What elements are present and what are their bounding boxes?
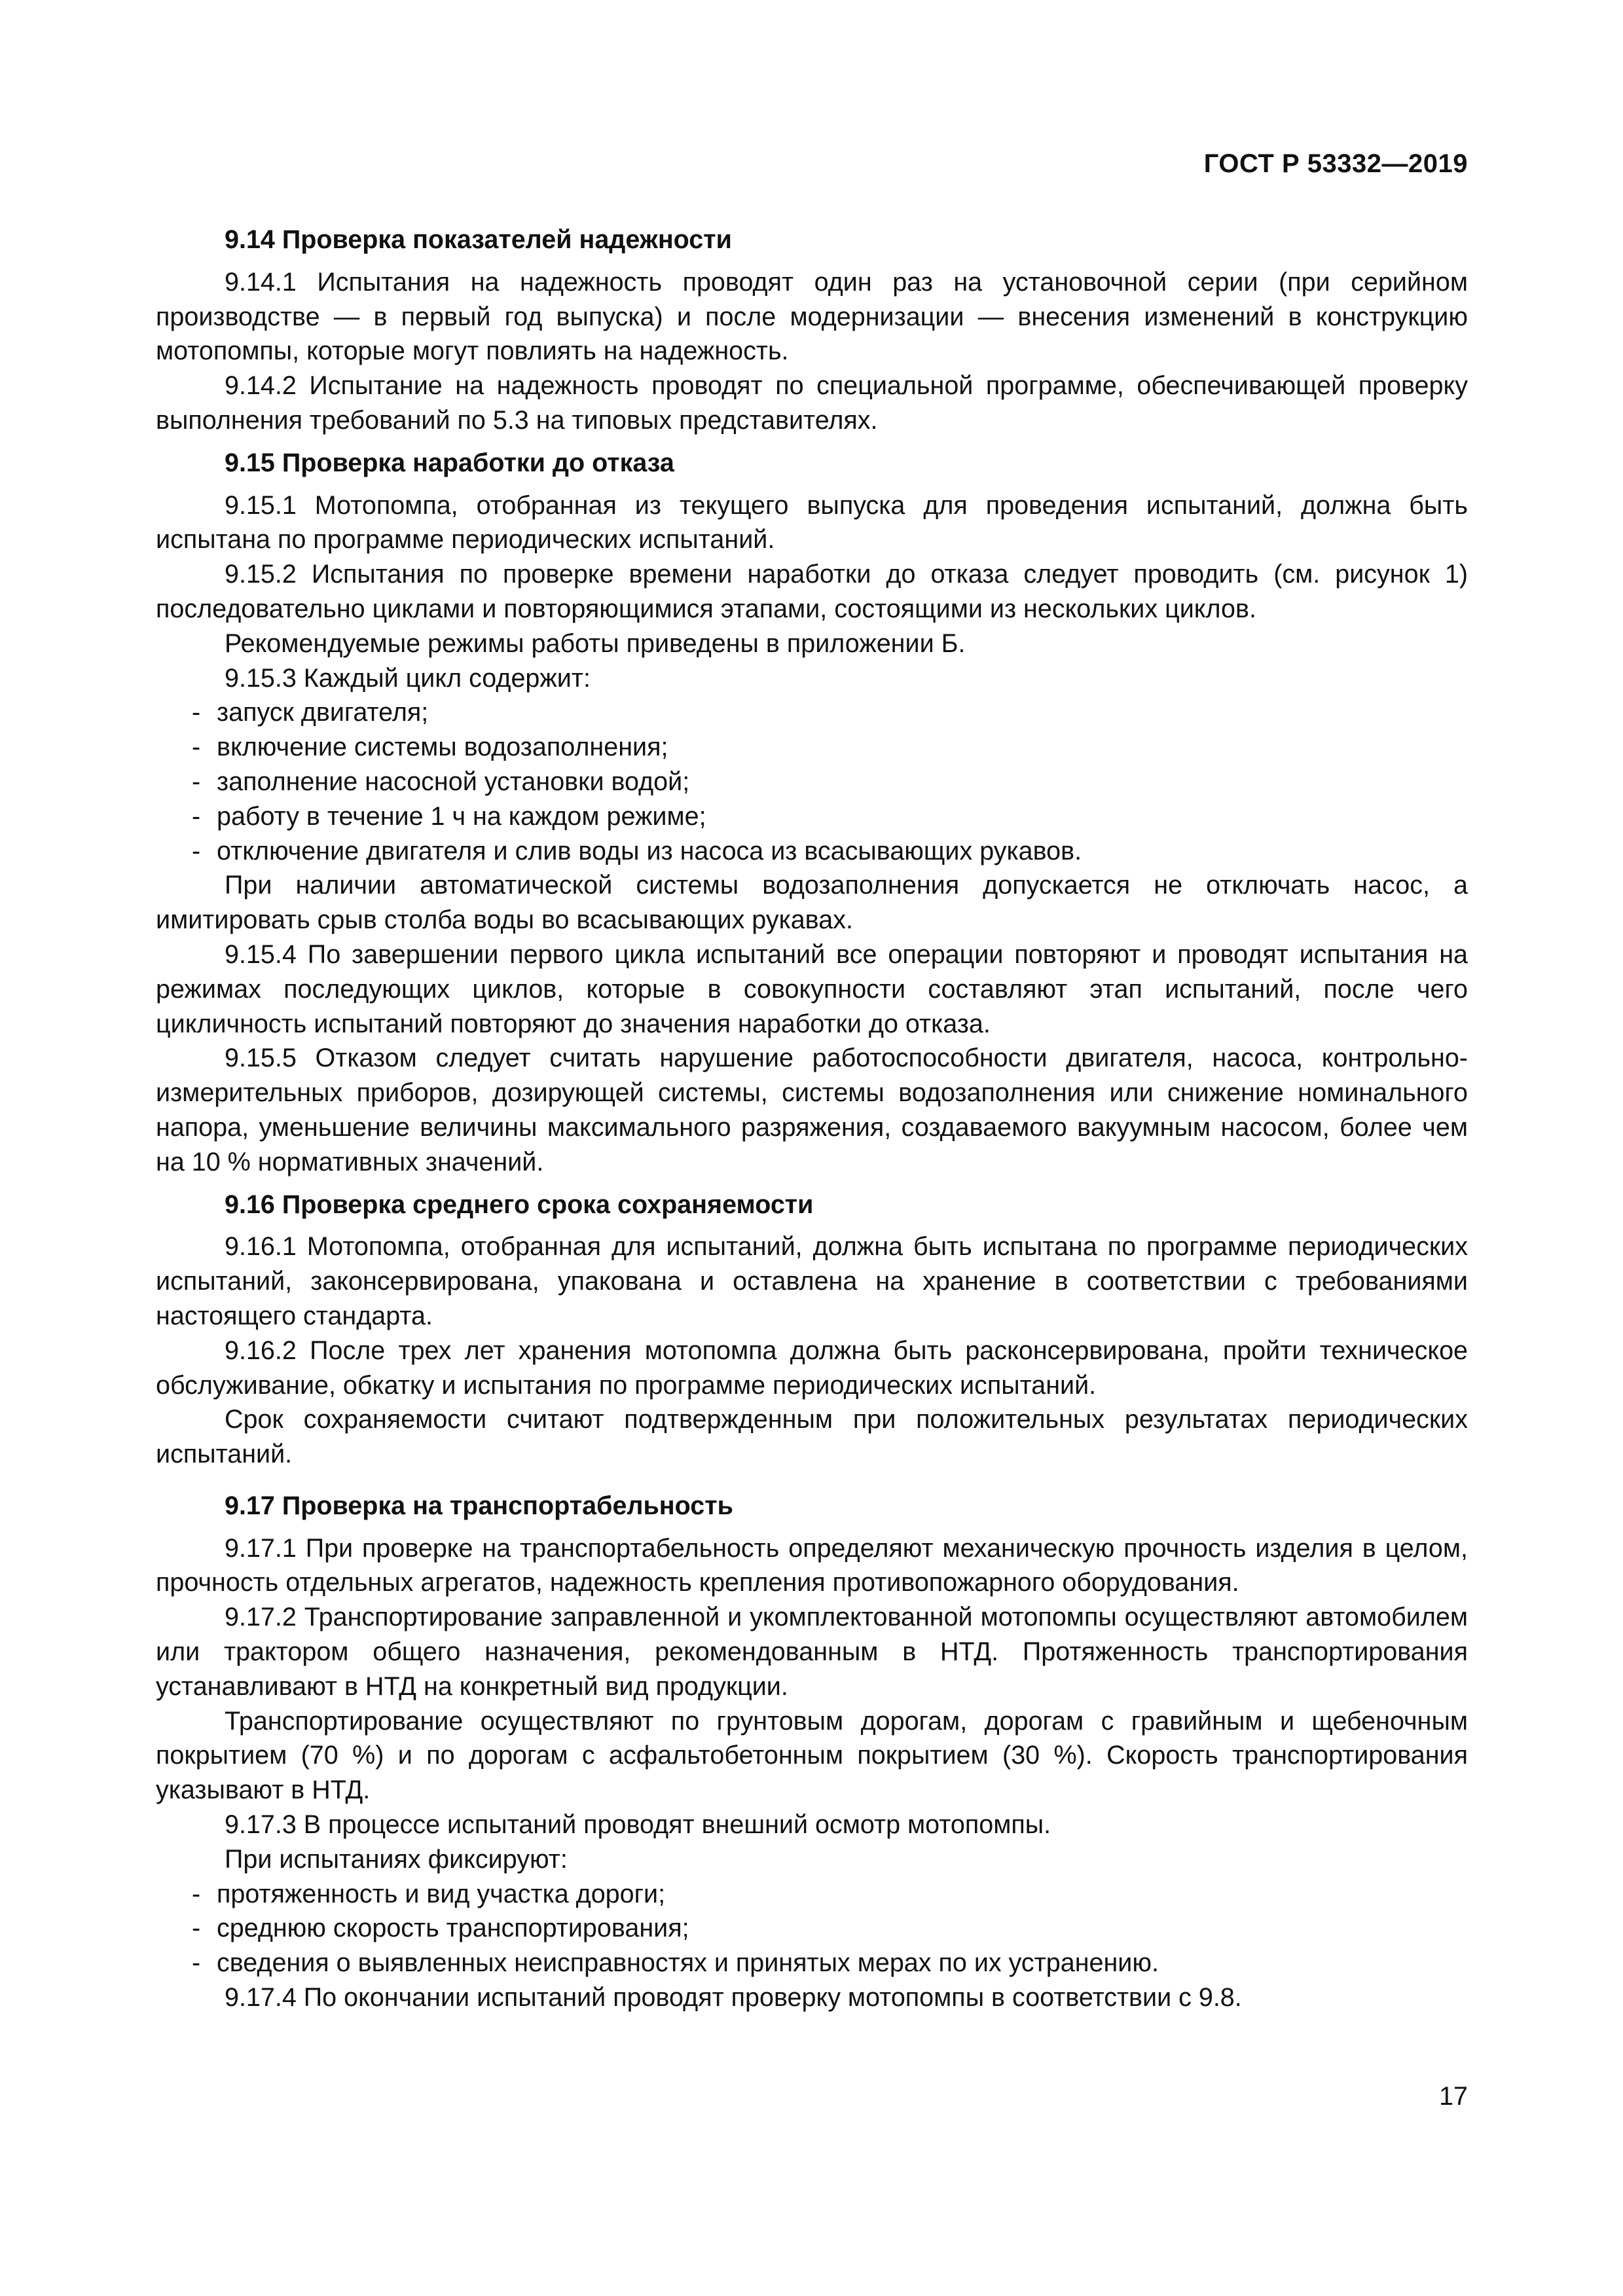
paragraph: 9.15.3 Каждый цикл содержит: xyxy=(225,663,591,693)
list-marker: - xyxy=(192,767,201,796)
paragraph: 9.17.1 При проверке на транспортабельность определяют механическую прочность изделия в целом, прочность отдельных агрегатов, надежность крепления противопожарного оборудования. xyxy=(156,1533,1468,1597)
standard-id-header: ГОСТ Р 53332—2019 xyxy=(1203,149,1468,178)
page-number: 17 xyxy=(1439,2082,1468,2111)
list-item: - запуск двигателя; xyxy=(156,695,1468,730)
paragraph: 9.14.2 Испытание на надежность проводят по специальной программе, обеспечивающей проверку выполнения требований по 5.3 на типовых представителях. xyxy=(156,371,1468,435)
document-body xyxy=(156,223,1468,2015)
list-marker: - xyxy=(192,733,201,762)
paragraph: 9.17.2 Транспортирование заправленной и укомплектованной мотопомпы осуществляют автомобилем или трактором общего назначения, рекомендованным в НТД. Протяженность транспортирования устанавливают в НТД на конкретный вид продукции. xyxy=(156,1603,1468,1701)
paragraph: При испытаниях фиксируют: xyxy=(225,1844,568,1874)
paragraph: Транспортирование осуществляют по грунтовым дорогам, дорогам с гравийным и щебеночным покрытием (70 %) и по дорогам с асфальтобетонным покрытием (30 %). Скорость транспортирования указывают в НТД. xyxy=(156,1706,1468,1805)
paragraph: 9.16.1 Мотопомпа, отобранная для испытаний, должна быть испытана по программе периодических испытаний, законсервирована, упакована и оставлена на хранение в соответствии с требованиями настоящего стандарта. xyxy=(156,1232,1468,1330)
list-marker: - xyxy=(192,698,201,727)
list-marker: - xyxy=(192,1914,201,1943)
section-heading: 9.15 Проверка наработки до отказа xyxy=(225,448,674,477)
list-item: - заполнение насосной установки водой; xyxy=(156,765,1468,799)
section-heading: 9.14 Проверка показателей надежности xyxy=(225,225,732,254)
paragraph: 9.16.2 После трех лет хранения мотопомпа должна быть расконсервирована, пройти техническое обслуживание, обкатку и испытания по программе периодических испытаний. xyxy=(156,1336,1468,1400)
section-heading: 9.16 Проверка среднего срока сохраняемости xyxy=(225,1190,814,1219)
list-item: - протяженность и вид участка дороги; xyxy=(156,1877,1468,1912)
paragraph: 9.17.4 По окончании испытаний проводят проверку мотопомпы в соответствии с 9.8. xyxy=(225,1983,1242,2013)
list-marker: - xyxy=(192,1948,201,1978)
list-marker: - xyxy=(192,1879,201,1908)
list-marker: - xyxy=(192,836,201,866)
list-item: - работу в течение 1 ч на каждом режиме; xyxy=(156,799,1468,834)
paragraph: 9.15.5 Отказом следует считать нарушение работоспособности двигателя, насоса, контрольно-измерительных приборов, дозирующей системы, системы водозаполнения или снижение номинального напора, уменьшение величины максимального разряжения, создаваемого вакуумным насосом, более чем на 10 % нормативных значений. xyxy=(156,1044,1468,1176)
list-marker: - xyxy=(192,801,201,831)
section-heading: 9.17 Проверка на транспортабельность xyxy=(225,1491,733,1520)
paragraph: При наличии автоматической системы водозаполнения допускается не отключать насос, а имитировать срыв столба воды во всасывающих рукавах. xyxy=(156,871,1468,935)
paragraph: Рекомендуемые режимы работы приведены в приложении Б. xyxy=(225,629,966,658)
list-item: - среднюю скорость транспортирования; xyxy=(156,1911,1468,1946)
paragraph: 9.15.4 По завершении первого цикла испытаний все операции повторяют и проводят испытания на режимах последующих циклов, которые в совокупности составляют этап испытаний, после чего цикличность испытаний повторяют до значения наработки до отказа. xyxy=(156,939,1468,1038)
paragraph: 9.17.3 В процессе испытаний проводят внешний осмотр мотопомпы. xyxy=(225,1810,1051,1840)
paragraph: 9.15.2 Испытания по проверке времени наработки до отказа следует проводить (см. рисунок 1) последовательно циклами и повторяющимися этапами, состоящими из нескольких циклов. xyxy=(156,560,1468,623)
list-item: - отключение двигателя и слив воды из насоса из всасывающих рукавов. xyxy=(156,834,1468,869)
paragraph: 9.14.1 Испытания на надежность проводят один раз на установочной серии (при серийном производстве — в первый год выпуска) и после модернизации — внесения изменений в конструкцию мотопомпы, которые могут повлиять на надежность. xyxy=(156,267,1468,366)
paragraph: Срок сохраняемости считают подтвержденным при положительных результатах периодических испытаний. xyxy=(156,1405,1468,1469)
list-item: - включение системы водозаполнения; xyxy=(156,730,1468,765)
list-item: - сведения о выявленных неисправностях и принятых мерах по их устранению. xyxy=(156,1946,1468,1980)
paragraph: 9.15.1 Мотопомпа, отобранная из текущего выпуска для проведения испытаний, должна быть испытана по программе периодических испытаний. xyxy=(156,490,1468,555)
